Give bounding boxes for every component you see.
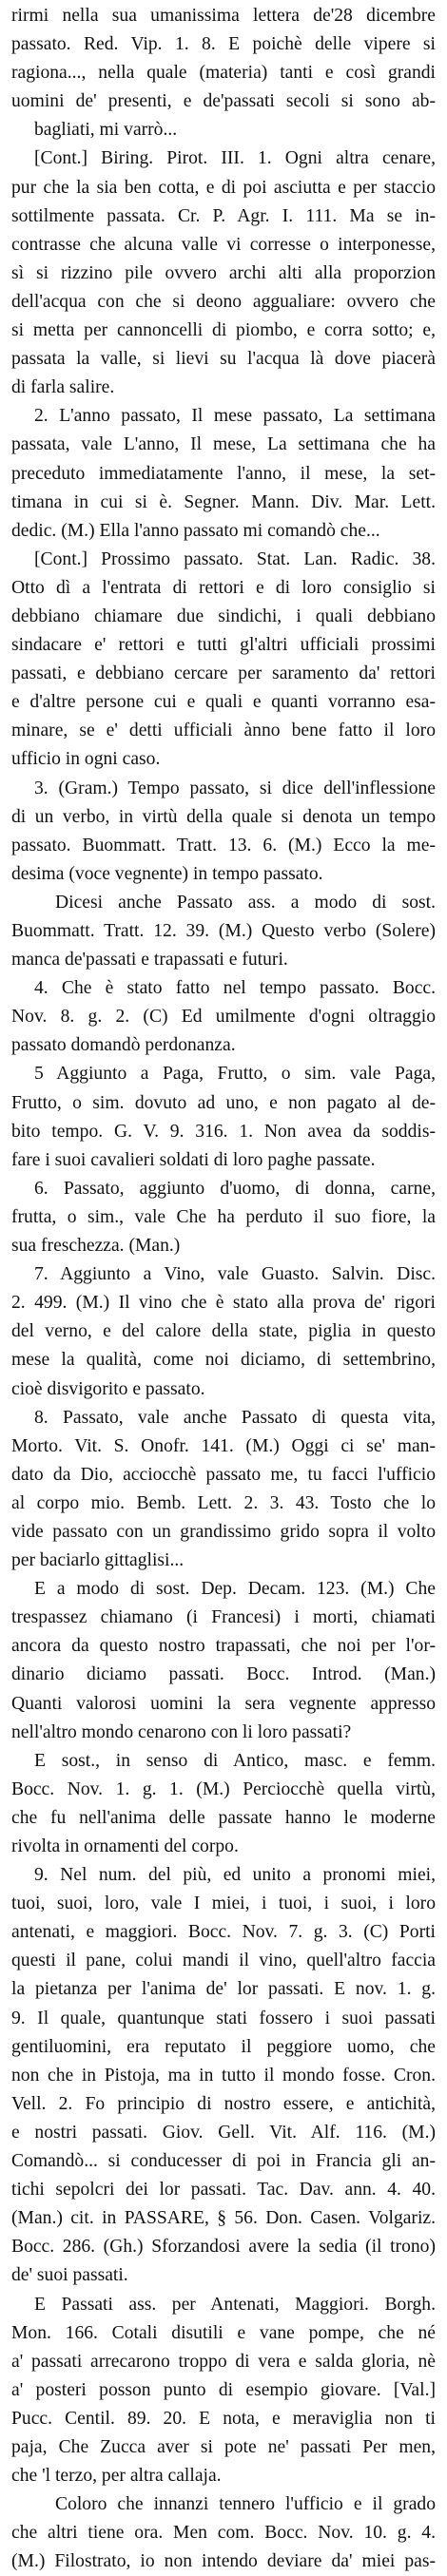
text-line: che fu nell'anima delle passate hanno le moderne (11, 1807, 436, 1828)
text-line: passata, vale L'anno, Il mese, La settimana che ha (11, 434, 436, 455)
text-line: 9. Il quale, quantunque stati fossero i suoi passati (11, 2008, 436, 2028)
text-line: sottilmente passata. Cr. P. Agr. I. 111. Ma se in- (11, 205, 436, 226)
text-line: non che in Pistoja, ma in tutto il mondo fosse. Cron. (11, 2065, 436, 2086)
text-line: dedic. (M.) Ella l'anno passato mi comandò che... (11, 520, 380, 541)
text-line: ufficio in ogni caso. (11, 749, 161, 770)
text-line: trespassez chiamano (i Francesi) i morti, chiamati (11, 1607, 436, 1628)
text-line: de' suoi passati. (11, 2265, 128, 2286)
text-line: E Passati ass. per Antenati, Maggiori. Borgh. (34, 2294, 436, 2315)
text-line: che 'l terzo, per altra callaja. (11, 2466, 222, 2487)
text-line: passata la valle, si lievi su l'acqua là dove piacerà (11, 349, 436, 370)
text-line: passato domandò perdonanza. (11, 1035, 236, 1056)
text-line: dell'acqua con che si deono aggualiare: ovvero che (11, 291, 436, 312)
text-line: frutta, o sim., vale Che ha perduto il suo fiore, la (11, 1206, 436, 1227)
text-line: nell'altro mondo cenarono con li loro passati? (11, 1721, 352, 1742)
text-line: Quanti valorosi uomini la sera vegnente appresso (11, 1693, 436, 1714)
text-line: passati, e debbiano cercare per saramento da' rettori (11, 663, 436, 684)
text-line: cioè disvigorito e passato. (11, 1378, 205, 1399)
text-line: passato. Buommatt. Tratt. 13. 6. (M.) Ecco la me- (11, 835, 436, 855)
text-line: (M.) Filostrato, io non intendo deviare da' miei pas- (11, 2551, 436, 2572)
text-line: (Man.) cit. in PASSARE, § 56. Don. Casen. Volgariz. (11, 2208, 436, 2229)
text-line: [Cont.] Prossimo passato. Stat. Lan. Radic. 38. (34, 548, 436, 569)
text-line: Pucc. Centil. 89. 20. E nota, e meraviglia non ti (11, 2408, 436, 2429)
text-line: questi il pane, colui mandi il vino, quell'altro faccia (11, 1951, 436, 1971)
text-line: tichi sepolcri dei lor passati. Tac. Dav. ann. 4. 40. (11, 2180, 436, 2201)
text-line: 3. (Gram.) Tempo passato, si dice dell'inflessione (34, 778, 436, 798)
text-line: mese la qualità, come noi diciamo, di settembrino, (11, 1350, 436, 1371)
text-line: e d'altre persone cui e quali e quanti vorranno esa- (11, 692, 436, 713)
text-line: dinario diciamo passati. Bocc. Introd. (Man.) (11, 1664, 436, 1685)
text-line: sua freschezza. (Man.) (11, 1236, 181, 1257)
text-line: 7. Aggiunto a Vino, vale Guasto. Salvin. Disc. (34, 1264, 436, 1285)
text-line: di un verbo, in virtù della quale si denota un tempo (11, 806, 436, 827)
text-line: sì si rizzino pile ovvero archi alti alla proporzion (11, 262, 436, 283)
text-line: a' passati arrecarono troppo di vera e salda gloria, nè (11, 2351, 436, 2372)
text-line: 8. Passato, vale anche Passato di questa vita, (34, 1407, 436, 1428)
text-line: Comandò... si conducesser di poi in Francia gli an- (11, 2151, 436, 2172)
text-line: 9. Nel num. del più, ed unito a pronomi miei, (34, 1865, 436, 1886)
text-line: vide passato con un grandissimo grido sopra il volto (11, 1521, 436, 1542)
text-line: desima (voce vegnente) in tempo passato. (11, 863, 323, 884)
text-line: tuoi, suoi, loro, vale I miei, i tuoi, i suoi, i loro (11, 1894, 436, 1914)
text-line: timana in cui si è. Segner. Mann. Div. Mar. Lett. (11, 491, 436, 512)
text-line: [Cont.] Biring. Pirot. III. 1. Ogni altra cenare, (34, 148, 436, 169)
text-line: antenati, e maggiori. Bocc. Nov. 7. g. 3. (C) Porti (11, 1922, 436, 1943)
text-line: 2. L'anno passato, Il mese passato, La settimana (34, 406, 436, 427)
text-line: preceduto immediatamente l'anno, il mese, la set- (11, 463, 436, 484)
text-line: a' posteri posson punto di esempio giovare. [Val.] (11, 2379, 436, 2400)
text-line: 5 Aggiunto a Paga, Frutto, o sim. vale Paga, (34, 1064, 436, 1085)
text-line: pur che la sia ben cotta, e di poi asciutta e per staccio (11, 177, 436, 198)
text-line: dato da Dio, acciocchè passato me, tu facci l'ufficio (11, 1464, 436, 1485)
text-line: Frutto, o sim. dovuto ad uno, e non pagato al de- (11, 1092, 436, 1113)
text-line: E a modo di sost. Dep. Decam. 123. (M.) Che (34, 1579, 436, 1600)
text-line: Otto dì a l'entrata di rettori e di loro consiglio si (11, 577, 436, 598)
text-line: manca de'passati e trapassati e futuri. (11, 950, 288, 971)
text-line: ragiona..., nella quale (materia) tanti e così grandi (11, 63, 436, 84)
text-line: rivolta in ornamenti del corpo. (11, 1836, 239, 1856)
text-line: rirmi nella sua umanissima lettera de'28 dicembre (11, 6, 436, 26)
text-line: ancora da questo nostro trapassati, che noi per l'or- (11, 1636, 436, 1657)
text-line: bagliati, mi varrò... (34, 120, 178, 141)
text-line: E sost., in senso di Antico, masc. e femm. (34, 1750, 436, 1771)
text-line: passato. Red. Vip. 1. 8. E poichè delle vipere si (11, 34, 436, 55)
text-line: Coloro che innanzi tennero l'ufficio e il grado (55, 2494, 436, 2515)
text-line: 6. Passato, aggiunto d'uomo, di donna, carne, (34, 1178, 436, 1199)
text-line: contrasse che alcuna valle vi corresse o interponesse, (11, 234, 436, 255)
text-line: Vell. 2. Fo principio di nostro essere, e antichità, (11, 2093, 436, 2114)
text-line: Bocc. Nov. 1. g. 1. (M.) Perciocchè quella virtù, (11, 1778, 436, 1799)
text-line: Bocc. 286. (Gh.) Sforzandosi avere la sedia (il trono) (11, 2237, 436, 2258)
text-line: Nov. 8. g. 2. (C) Ed umilmente d'ogni oltraggio (11, 1007, 436, 1028)
text-line: paja, Che Zucca aver si pote ne' passati Per men, (11, 2436, 436, 2457)
text-line: del verno, e del calore della state, piglia in questo (11, 1321, 436, 1342)
text-line: 2. 499. (M.) Il vino che è stato alla prova de' rigori (11, 1293, 436, 1314)
text-line: gentiluomini, era reputato il peggiore uomo, che (11, 2036, 436, 2057)
text-line: che altri tiene ora. Men com. Bocc. Nov. 10. g. 4. (11, 2523, 436, 2544)
text-line: uomini de' presenti, e de'passati secoli si sono ab- (11, 91, 436, 112)
text-line: Morto. Vit. S. Onofr. 141. (M.) Oggi ci se' man- (11, 1435, 436, 1456)
text-line: si metta per cannoncelli di piombo, e corra sotto; e, (11, 320, 436, 341)
text-line: la pietanza per l'anima de' lor passati. E nov. 1. g. (11, 1979, 436, 2000)
text-line: debbiano chiamare due sindichi, i quali debbiano (11, 606, 436, 626)
text-line: al corpo mio. Bemb. Lett. 2. 3. 43. Tosto che lo (11, 1492, 436, 1513)
text-line: 4. Che è stato fatto nel tempo passato. Bocc. (34, 978, 436, 999)
text-line: minare, se e' detti ufficiali ànno bene fatto il loro (11, 721, 436, 741)
text-line: Dicesi anche Passato ass. a modo di sost. (55, 892, 436, 913)
text-line: Mon. 166. Cotali disutili e vane pompe, che né (11, 2322, 436, 2343)
text-line: Buommatt. Tratt. 12. 39. (M.) Questo verbo (Solere) (11, 921, 436, 941)
text-line: fare i suoi cavalieri soldati di loro paghe passate. (11, 1149, 376, 1170)
text-line: per baciarlo gittaglisi... (11, 1550, 185, 1571)
text-line: e nostri passati. Giov. Gell. Vit. Alf. 116. (M.) (11, 2122, 436, 2143)
text-line: di farla salire. (11, 377, 115, 398)
text-line: sindacare e' rettori e tutti gl'altri ufficiali prossimi (11, 635, 436, 656)
text-line: bito tempo. G. V. 9. 316. 1. Non avea da soddis- (11, 1121, 436, 1142)
